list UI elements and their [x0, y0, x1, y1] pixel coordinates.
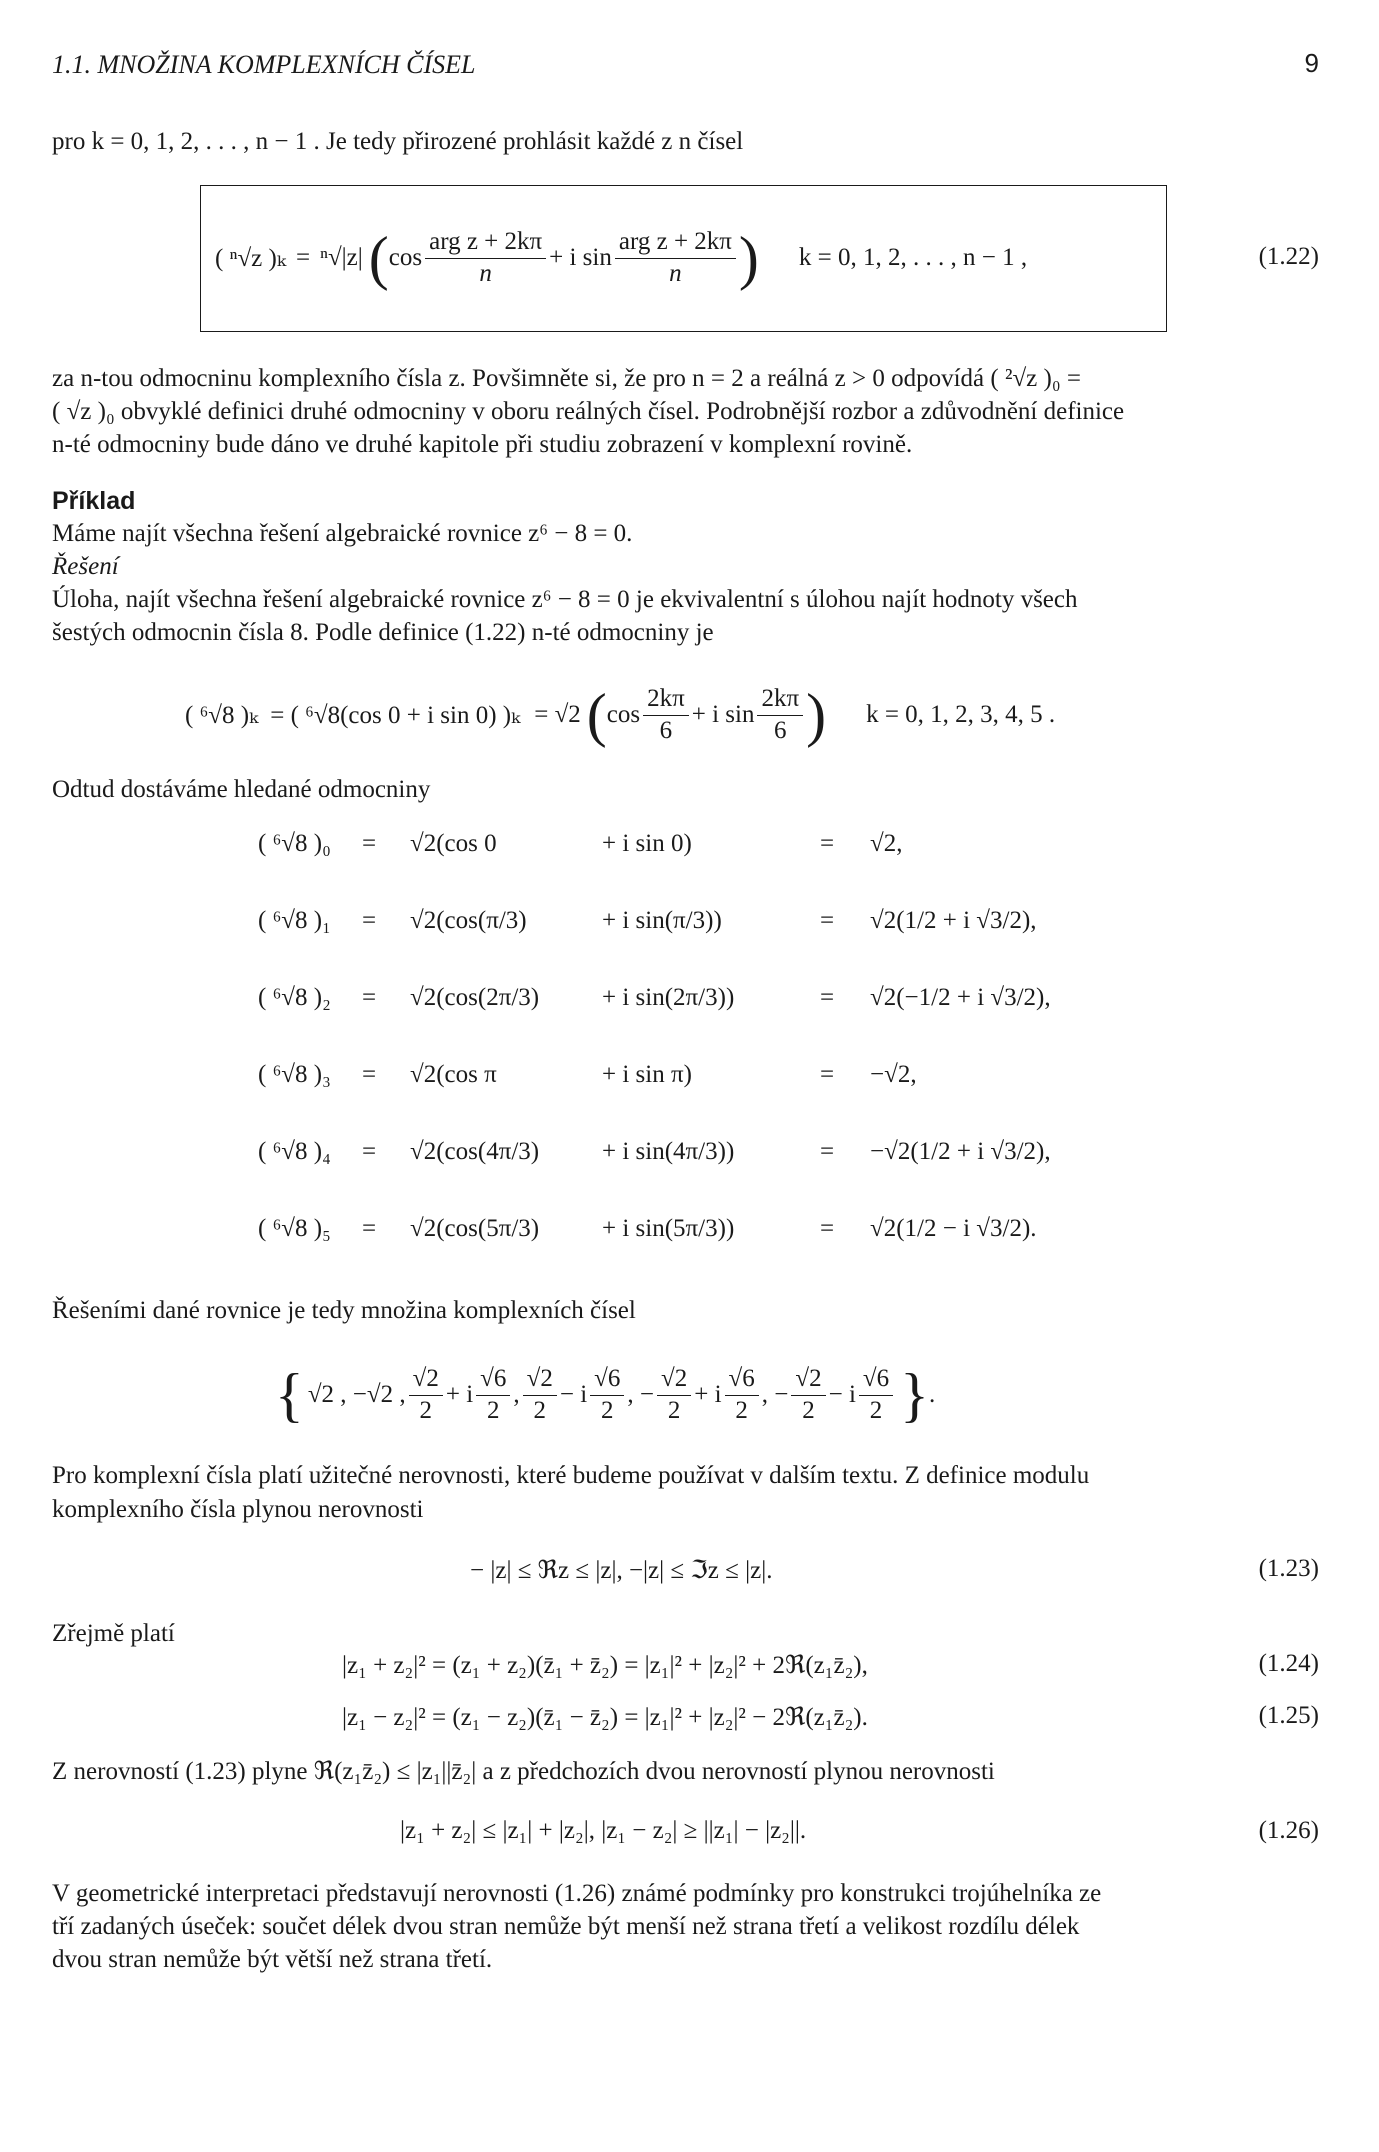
equation-number-1-24: (1.24): [1258, 1650, 1319, 1677]
root-formula: ( ⁶√8 )ₖ = ( ⁶√8(cos 0 + i sin 0) )ₖ = √2 ( cos $\frac{2k\pi}{6}$ + i sin $\frac{2k\pi}{6}$ ) k = 0, 1, 2, 3, 4, 5 .: [185, 682, 1056, 748]
root-eq2-4: =: [820, 1138, 835, 1165]
example-heading: Příklad: [52, 487, 136, 515]
root-value-4: −√2(1/2 + i √3/2),: [870, 1138, 1051, 1165]
equation-number-1-26: (1.26): [1258, 1817, 1319, 1844]
root-sin-part-5: + i sin(5π/3)): [602, 1215, 735, 1242]
equation-number-1-23: (1.23): [1258, 1555, 1319, 1582]
equation-number-1-22: (1.22): [1258, 243, 1319, 270]
root-eq-1: =: [362, 907, 377, 934]
formula-range: k = 0, 1, 2, . . . , n − 1 ,: [798, 244, 1028, 271]
root-formula-mid: = ( ⁶√8(cos 0 + i sin 0) )ₖ: [270, 702, 521, 729]
root-value-5: √2(1/2 − i √3/2).: [870, 1215, 1037, 1242]
root-formula-rhs: = √2: [534, 701, 581, 728]
root-value-3: −√2,: [870, 1061, 917, 1088]
solution-line2: šestých odmocnin čísla 8. Podle definice (1.22) n-té odmocniny je: [52, 619, 714, 646]
root-formula-cos: cos: [606, 701, 641, 728]
para1-line1: za n-tou odmocninu komplexního čísla z. Povšimněte si, že pro n = 2 a reálná z > 0 odpovídá ( ²√z )₀ =: [52, 365, 1081, 392]
root-eq2-5: =: [820, 1215, 835, 1242]
root-lhs-2: ( ⁶√8 )₂: [258, 984, 331, 1011]
root-cos-part-1: √2(cos(π/3): [410, 907, 527, 934]
root-sin-part-1: + i sin(π/3)): [602, 907, 722, 934]
set-intro: Řešeními dané rovnice je tedy množina komplexních čísel: [52, 1297, 636, 1324]
root-formula-lhs: ( ⁶√8 )ₖ: [185, 702, 259, 729]
solution-heading: Řešení: [52, 553, 119, 580]
root-value-0: √2,: [870, 830, 903, 857]
solution-line1: Úloha, najít všechna řešení algebraické rovnice z⁶ − 8 = 0 je ekvivalentní s úlohou najít hodnoty všech: [52, 586, 1078, 613]
root-eq-5: =: [362, 1215, 377, 1242]
root-value-1: √2(1/2 + i √3/2),: [870, 907, 1037, 934]
running-header: 1.1. MNOŽINA KOMPLEXNÍCH ČÍSEL: [52, 50, 476, 79]
formula-frac-den-2: n: [669, 259, 682, 287]
root-eq2-2: =: [820, 984, 835, 1011]
page-number: 9: [1304, 48, 1319, 78]
para4-line3: dvou stran nemůže být větší než strana třetí.: [52, 1946, 493, 1973]
root-cos-part-3: √2(cos π: [410, 1061, 497, 1088]
root-eq-3: =: [362, 1061, 377, 1088]
root-lhs-4: ( ⁶√8 )₄: [258, 1138, 331, 1165]
formula-lhs: ( ⁿ√z )ₖ: [215, 245, 286, 272]
root-cos-part-2: √2(cos(2π/3): [410, 984, 540, 1011]
roots-intro: Odtud dostáváme hledané odmocniny: [52, 776, 431, 803]
root-eq2-3: =: [820, 1061, 835, 1088]
formula-1-22: ( ⁿ√z )ₖ = ⁿ√|z| ( cos $\frac{\text{arg z + 2kπ}}{n}$ + i sin $\frac{\text{arg z + 2kπ}}{n}$ ) k = 0, 1, 2, . . . , n − 1 ,: [215, 225, 1028, 291]
root-sin-part-4: + i sin(4π/3)): [602, 1138, 735, 1165]
equation-number-1-25: (1.25): [1258, 1702, 1319, 1729]
root-formula-range: k = 0, 1, 2, 3, 4, 5 .: [866, 701, 1056, 728]
root-sin-part-3: + i sin π): [602, 1061, 692, 1088]
formula-frac-num: arg z + 2kπ: [425, 228, 546, 259]
equation-1-23: − |z| ≤ ℜz ≤ |z|, −|z| ≤ ℑz ≤ |z|.: [470, 1557, 773, 1584]
para1-line3: n-té odmocniny bude dáno ve druhé kapitole při studiu zobrazení v komplexní rovině.: [52, 431, 913, 458]
root-frac-num-2: 2kπ: [757, 685, 803, 716]
para2-line2: komplexního čísla plynou nerovnosti: [52, 1496, 424, 1523]
root-eq-0: =: [362, 830, 377, 857]
root-sin-part-2: + i sin(2π/3)): [602, 984, 735, 1011]
clearly-label: Zřejmě platí: [52, 1620, 175, 1647]
root-frac-den-2: 6: [774, 716, 787, 744]
formula-root: ⁿ√|z|: [320, 244, 363, 271]
root-lhs-5: ( ⁶√8 )₅: [258, 1215, 331, 1242]
root-eq-4: =: [362, 1138, 377, 1165]
root-cos-part-5: √2(cos(5π/3): [410, 1215, 540, 1242]
para3: Z nerovností (1.23) plyne ℜ(z₁z̄₂) ≤ |z₁||z̄₂| a z předchozích dvou nerovností plynou nerovnosti: [52, 1758, 995, 1785]
solution-set: { √2 , −√2 , $\frac{√2}{2}$ + i $\frac{√6}{2}$ , $\frac{√2}{2}$ − i $\frac{√6}{2}$ , − $\frac{√2}{2}$ + i $\frac{√6}{2}$ , − $\frac{√2}{2}$ − i $\frac{√6}{2}$ } .: [275, 1362, 936, 1428]
root-lhs-1: ( ⁶√8 )₁: [258, 907, 331, 934]
root-lhs-3: ( ⁶√8 )₃: [258, 1061, 331, 1088]
equation-1-25: |z₁ − z₂|² = (z₁ − z₂)(z̄₁ − z̄₂) = |z₁|² + |z₂|² − 2ℜ(z₁z̄₂).: [342, 1704, 868, 1731]
para2-line1: Pro komplexní čísla platí užitečné nerovnosti, které budeme používat v dalším textu. Z definice modulu: [52, 1462, 1090, 1489]
root-value-2: √2(−1/2 + i √3/2),: [870, 984, 1051, 1011]
root-frac-den: 6: [659, 716, 673, 744]
root-lhs-0: ( ⁶√8 )₀: [258, 830, 331, 857]
root-frac-num: 2kπ: [643, 685, 689, 716]
formula-sin: + i sin: [549, 244, 612, 271]
root-cos-part-4: √2(cos(4π/3): [410, 1138, 540, 1165]
equation-1-26: |z₁ + z₂| ≤ |z₁| + |z₂|, |z₁ − z₂| ≥ ||z₁| − |z₂||.: [400, 1817, 807, 1844]
root-eq2-0: =: [820, 830, 835, 857]
para4-line2: tří zadaných úseček: součet délek dvou stran nemůže být menší než strana třetí a velikost rozdílu délek: [52, 1913, 1080, 1940]
formula-frac-num-2: arg z + 2kπ: [615, 228, 736, 259]
root-cos-part-0: √2(cos 0: [410, 830, 497, 857]
para1-line2: ( √z )₀ obvyklé definici druhé odmocniny v oboru reálných čísel. Podrobnější rozbor a zdůvodnění definice: [52, 398, 1125, 425]
root-eq-2: =: [362, 984, 377, 1011]
formula-cos: cos: [388, 244, 423, 271]
intro-line: pro k = 0, 1, 2, . . . , n − 1 . Je tedy přirozené prohlásit každé z n čísel: [52, 128, 744, 155]
root-formula-sin: + i sin: [691, 701, 755, 728]
root-eq2-1: =: [820, 907, 835, 934]
para4-line1: V geometrické interpretaci představují nerovnosti (1.26) známé podmínky pro konstrukci trojúhelníka ze: [52, 1880, 1102, 1907]
equation-1-24: |z₁ + z₂|² = (z₁ + z₂)(z̄₁ + z̄₂) = |z₁|² + |z₂|² + 2ℜ(z₁z̄₂),: [342, 1652, 868, 1679]
root-sin-part-0: + i sin 0): [602, 830, 692, 857]
formula-frac-den: n: [479, 259, 492, 287]
example-task: Máme najít všechna řešení algebraické rovnice z⁶ − 8 = 0.: [52, 520, 633, 547]
